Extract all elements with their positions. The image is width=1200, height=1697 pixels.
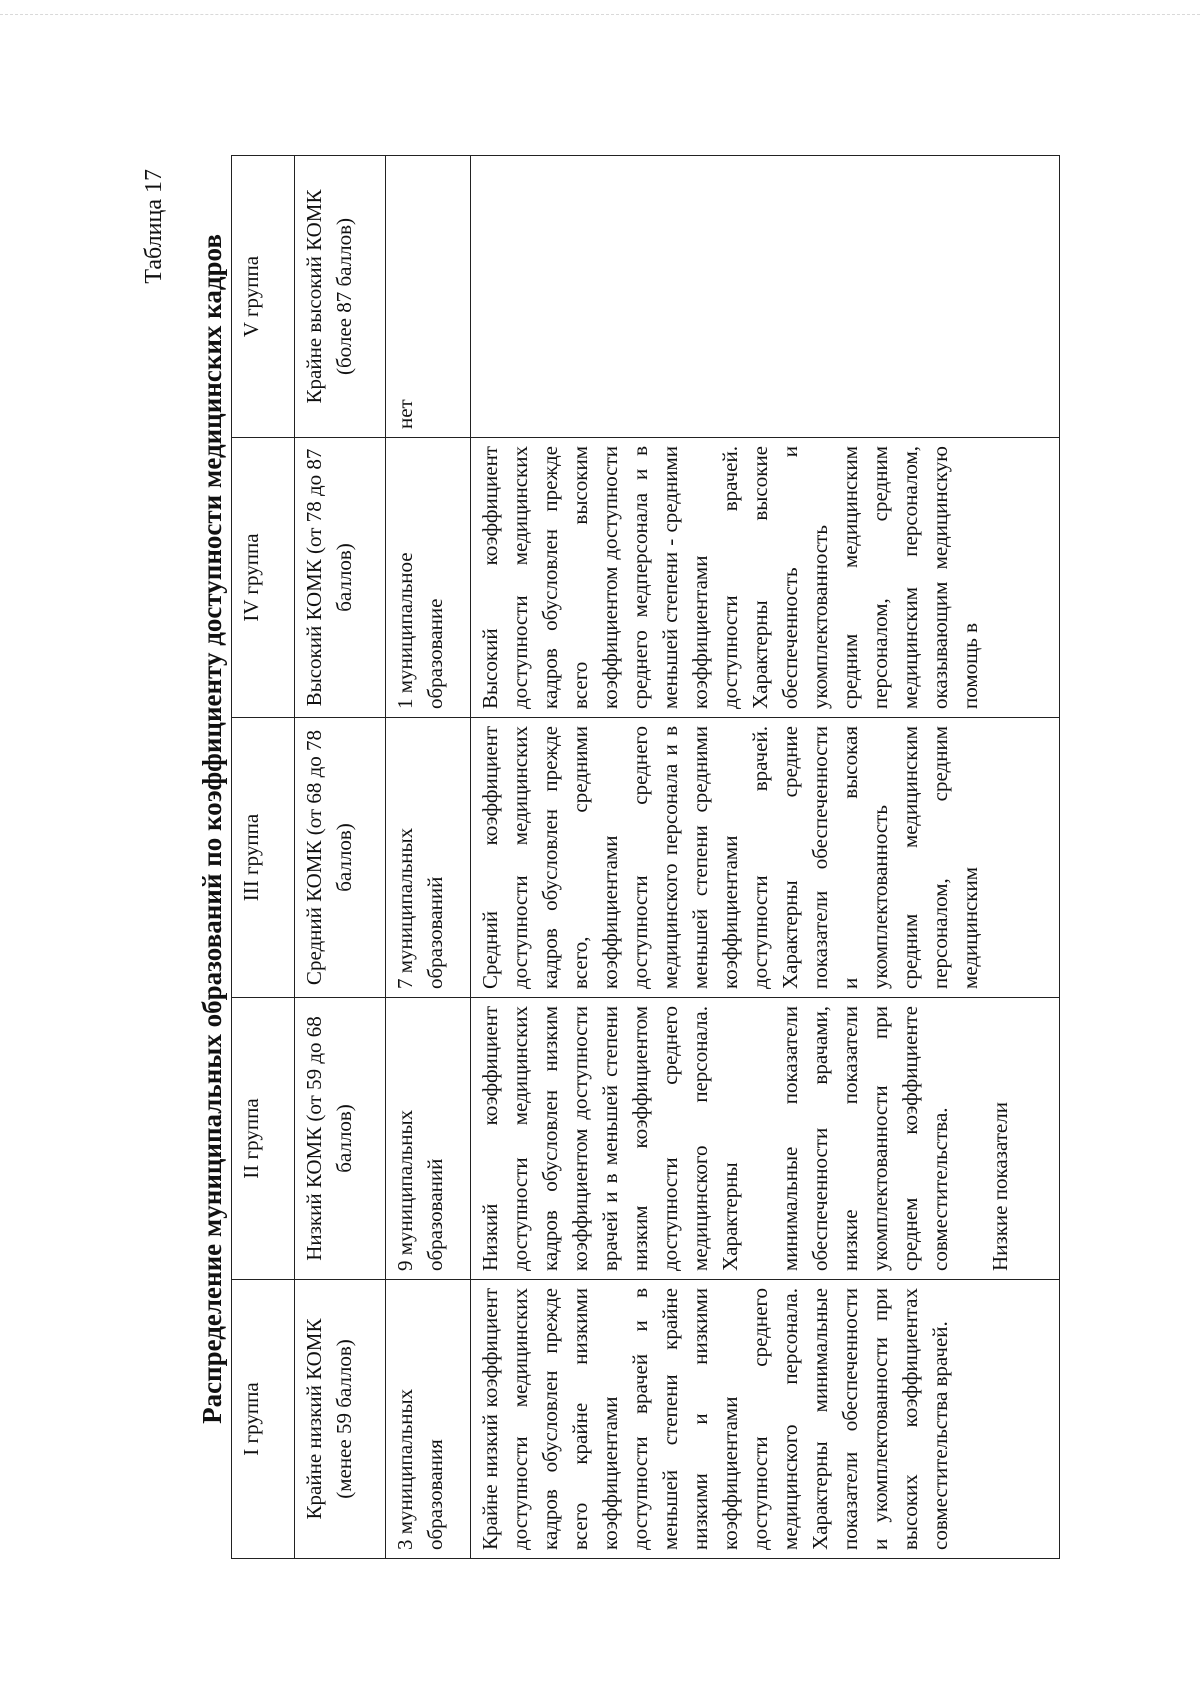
count-cell-group-3: 7 муниципальных образований [386, 718, 471, 998]
distribution-table [231, 155, 1060, 1559]
rotated-page [137, 99, 1097, 1559]
header-cell-group-1: I группа [232, 1280, 295, 1559]
range-row [295, 156, 386, 1559]
description-text: Низкие показатели [988, 1102, 1012, 1271]
header-cell-group-3: III группа [232, 718, 295, 998]
table-caption: Таблица 17 [141, 169, 167, 284]
header-cell-group-4: IV группа [232, 438, 295, 718]
count-cell-group-2: 9 муниципальных образований [386, 998, 471, 1280]
count-cell-group-5: нет [386, 156, 471, 438]
range-cell-group-2: Низкий КОМК (от 59 до 68 баллов) [295, 998, 386, 1280]
description-text: Крайне низкий коэффициент доступности медицинских кадров обусловлен прежде всего крайне низкими коэффициентами доступности врачей и в меньшей степени крайне низкими и низкими коэффициентами доступности среднего медицинского персонала. Характерны минимальные показатели обеспеченности и укомплектованности при высоких коэффициентах совместительства врачей. [478, 1288, 952, 1550]
range-cell-group-1: Крайне низкий КОМК (менее 59 баллов) [295, 1280, 386, 1559]
description-cell-group-2 [471, 998, 1060, 1280]
top-scan-line [0, 14, 1200, 15]
range-cell-group-5: Крайне высокий КОМК (более 87 баллов) [295, 156, 386, 438]
header-cell-group-5: V группа [232, 156, 295, 438]
description-cell-group-3 [471, 718, 1060, 998]
description-cell-group-4 [471, 438, 1060, 718]
count-row [386, 156, 471, 1559]
range-cell-group-4: Высокий КОМК (от 78 до 87 баллов) [295, 438, 386, 718]
description-text: Высокий коэффициент доступности медицинских кадров обусловлен прежде всего высоким коэффициентом доступности среднего медперсонала и в меньшей степени - средними коэффициентами доступности врачей. Характерны высокие обеспеченность и укомплектованность средним медицинским персоналом, средним медицинским персоналом, оказывающим медицинскую помощь в [478, 446, 982, 709]
description-row [471, 156, 1060, 1559]
description-cell-group-5 [471, 156, 1060, 438]
paragraph-gap [955, 1006, 985, 1271]
description-text: Средний коэффициент доступности медицинских кадров обусловлен прежде всего, средними коэффициентами доступности среднего медицинского персонала и в меньшей степени средними коэффициентами доступности врачей. Характерны средние показатели обеспеченности и высокая укомплектованность средним медицинским персоналом, средним медицинским [478, 726, 982, 989]
range-cell-group-3: Средний КОМК (от 68 до 78 баллов) [295, 718, 386, 998]
header-cell-group-2: II группа [232, 998, 295, 1280]
count-cell-group-1: 3 муниципальных образования [386, 1280, 471, 1559]
paragraph-gap [745, 1006, 775, 1271]
description-cell-group-1 [471, 1280, 1060, 1559]
count-cell-group-4: 1 муниципальное образование [386, 438, 471, 718]
header-row [232, 156, 295, 1559]
description-text: минимальные показатели обеспеченности врачами, низкие показатели укомплектованности при среднем коэффициенте совместительства. [778, 1006, 952, 1271]
description-text: Низкий коэффициент доступности медицинских кадров обусловлен низким коэффициентом доступности врачей и в меньшей степени низким коэффициентом доступности среднего медицинского персонала. Характерны [478, 1006, 742, 1271]
page-title: Распределение муниципальных образований по коэффициенту доступности медицинских кадров [197, 234, 227, 1424]
